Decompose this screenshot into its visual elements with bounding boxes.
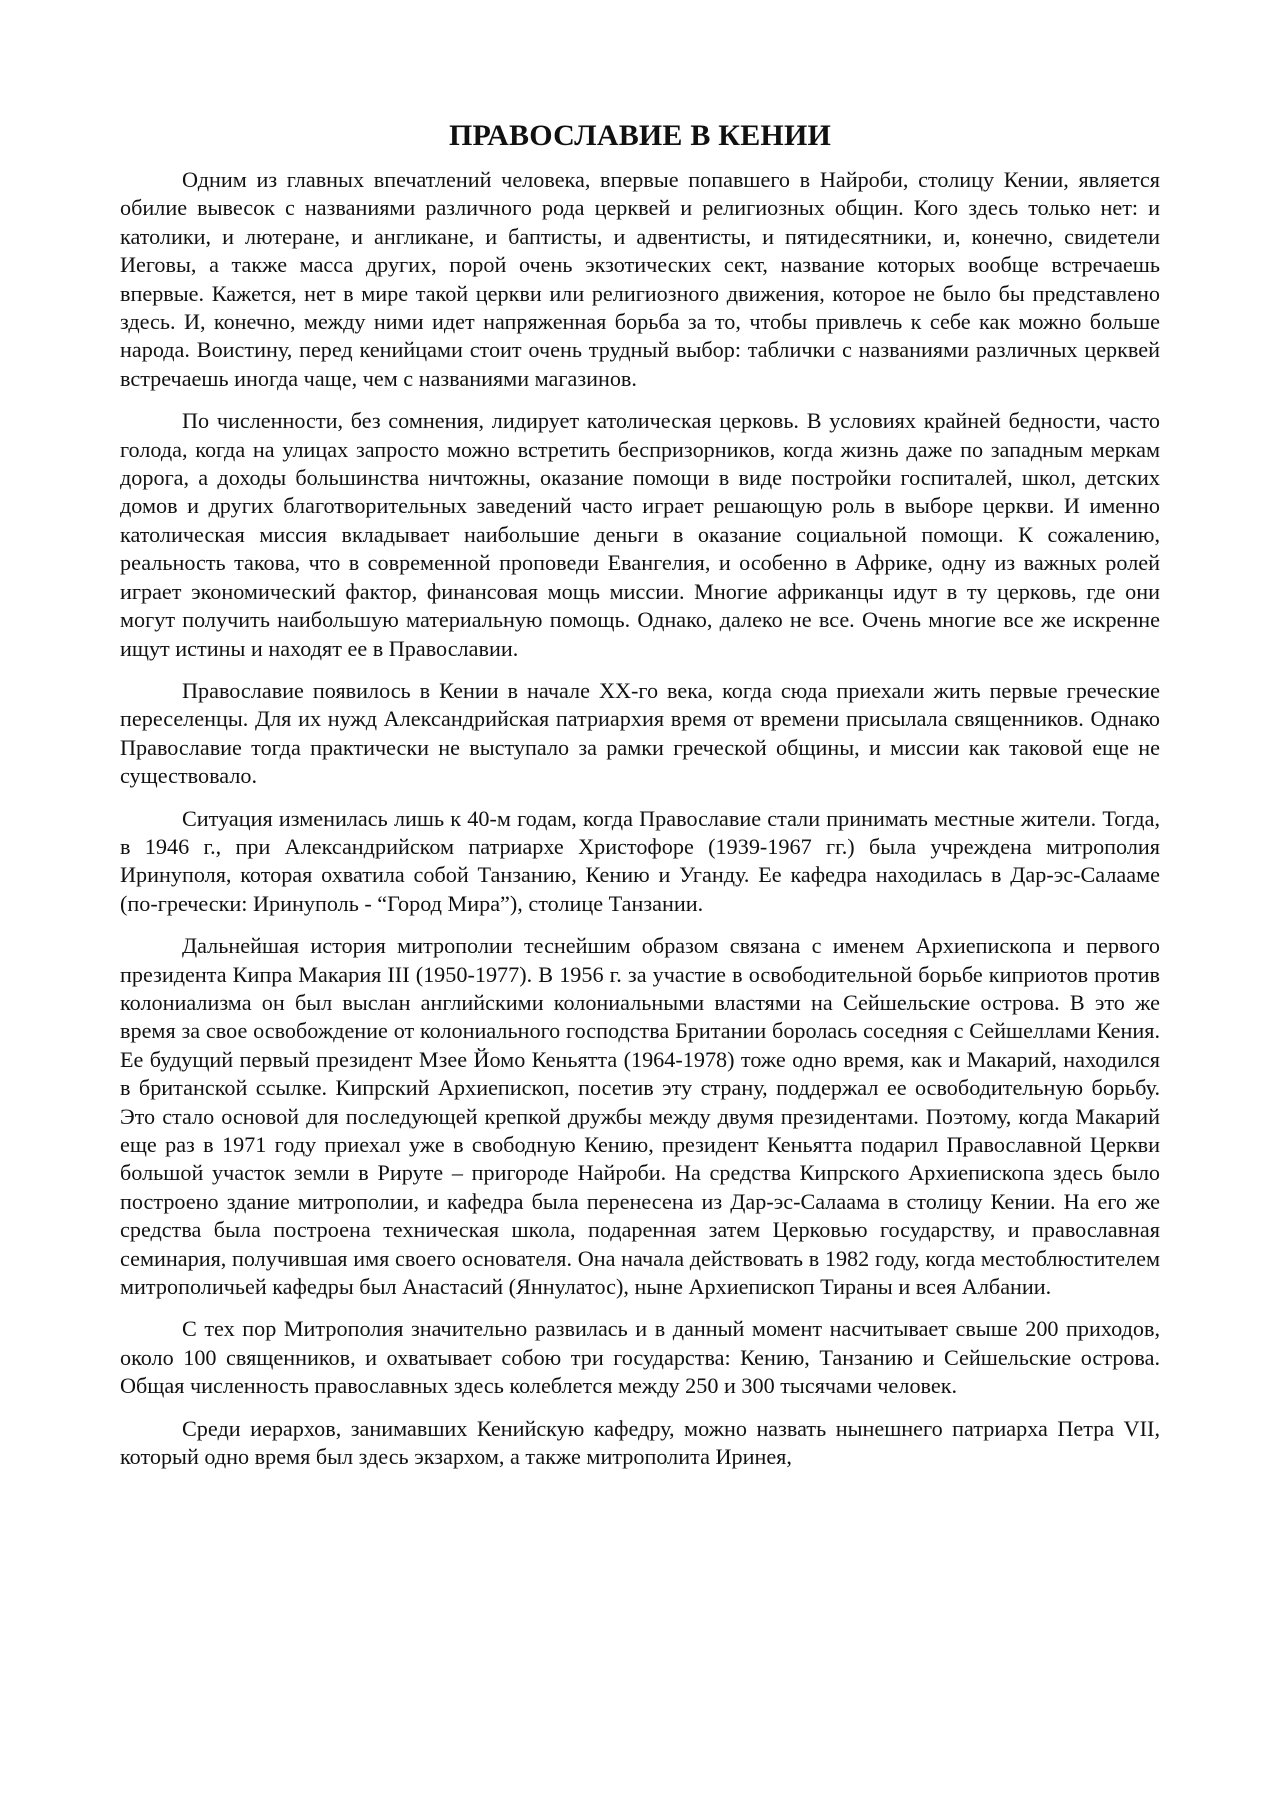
paragraph-hierarchs: Среди иерархов, занимавших Кенийскую кафедру, можно назвать нынешнего патриарха Петра VII, который одно время был здесь экзархом, а также митрополита Иринея, <box>120 1415 1160 1470</box>
paragraph-catholic-church: По численности, без сомнения, лидирует католическая церковь. В условиях крайней бедности, часто голода, когда на улицах запросто можно встретить беспризорников, когда жизнь даже по западным меркам дорога, а доходы большинства ничтожны, оказание помощи в виде постройки госпиталей, школ, детских домов и других благотворительных заведений часто играет решающую роль в выборе церкви. И именно католическая миссия вкладывает наибольшие деньги в оказание социальной помощи. К сожалению, реальность такова, что в современной проповеди Евангелия, и особенно в Африке, одну из важных ролей играет экономический фактор, финансовая мощь миссии. Многие африканцы идут в ту церковь, где они могут получить наибольшую материальную помощь. Однако, далеко не все. Очень многие все же искренне ищут истины и находят ее в Православии. <box>120 408 1160 661</box>
document-page <box>120 118 1160 1485</box>
document-title: ПРАВОСЛАВИЕ В КЕНИИ <box>448 119 832 152</box>
paragraph-current-state: С тех пор Митрополия значительно развилась и в данный момент насчитывает свыше 200 приходов, около 100 священников, и охватывает собою три государства: Кению, Танзанию и Сейшельские острова. Общая численность православных здесь колеблется между 250 и 300 тысячами человек. <box>120 1316 1160 1399</box>
paragraph-orthodoxy-arrival: Православие появилось в Кении в начале XX-го века, когда сюда приехали жить первые греческие переселенцы. Для их нужд Александрийская патриархия время от времени присылала священников. Однако Православие тогда практически не выступало за рамки греческой общины, и миссии как таковой еще не существовало. <box>120 677 1160 789</box>
paragraph-makarios-history: Дальнейшая история митрополии теснейшим образом связана с именем Архиепископа и первого президента Кипра Макария III (1950-1977). В 1956 г. за участие в освободительной борьбе киприотов против колониализма он был выслан английскими колониальными властями на Сейшельские острова. В это же время за свое освобождение от колониального господства Британии боролась соседняя с Сейшеллами Кения. Ее будущий первый президент Мзее Йомо Кеньятта (1964-1978) тоже одно время, как и Макарий, находился в британской ссылке. Кипрский Архиепископ, посетив эту страну, поддержал ее освободительную борьбу. Это стало основой для последующей крепкой дружбы между двумя президентами. Поэтому, когда Макарий еще раз в 1971 году приехал уже в свободную Кению, президент Кеньятта подарил Православной Церкви большой участок земли в Рируте – пригороде Найроби. На средства Кипрского Архиепископа здесь было построено здание митрополии, и кафедра была перенесена из Дар-эс-Салаама в столицу Кении. На его же средства была построена техническая школа, подаренная затем Церковью государству, и православная семинария, получившая имя своего основателя. Она начала действовать в 1982 году, когда местоблюстителем митрополичьей кафедры был Анастасий (Яннулатос), ныне Архиепископ Тираны и всея Албании. <box>120 933 1160 1300</box>
paragraph-intro: Одним из главных впечатлений человека, впервые попавшего в Найроби, столицу Кении, является обилие вывесок с названиями различного рода церквей и религиозных общин. Кого здесь только нет: и католики, и лютеране, и англикане, и баптисты, и адвентисты, и пятидесятники, и, конечно, свидетели Иеговы, а также масса других, порой очень экзотических сект, название которых вообще встречаешь впервые. Кажется, нет в мире такой церкви или религиозного движения, которое не было бы представлено здесь. И, конечно, между ними идет напряженная борьба за то, чтобы привлечь к себе как можно больше народа. Воистину, перед кенийцами стоит очень трудный выбор: таблички с названиями различных церквей встречаешь иногда чаще, чем с названиями магазинов. <box>120 167 1160 391</box>
paragraph-metropolis-founding: Ситуация изменилась лишь к 40-м годам, когда Православие стали принимать местные жители. Тогда, в 1946 г., при Александрийском патриархе Христофоре (1939-1967 гг.) была учреждена митрополия Иринуполя, которая охватила собой Танзанию, Кению и Уганду. Ее кафедра находилась в Дар-эс-Салааме (по-гречески: Иринуполь - “Город Мира”), столице Танзании. <box>120 805 1160 916</box>
